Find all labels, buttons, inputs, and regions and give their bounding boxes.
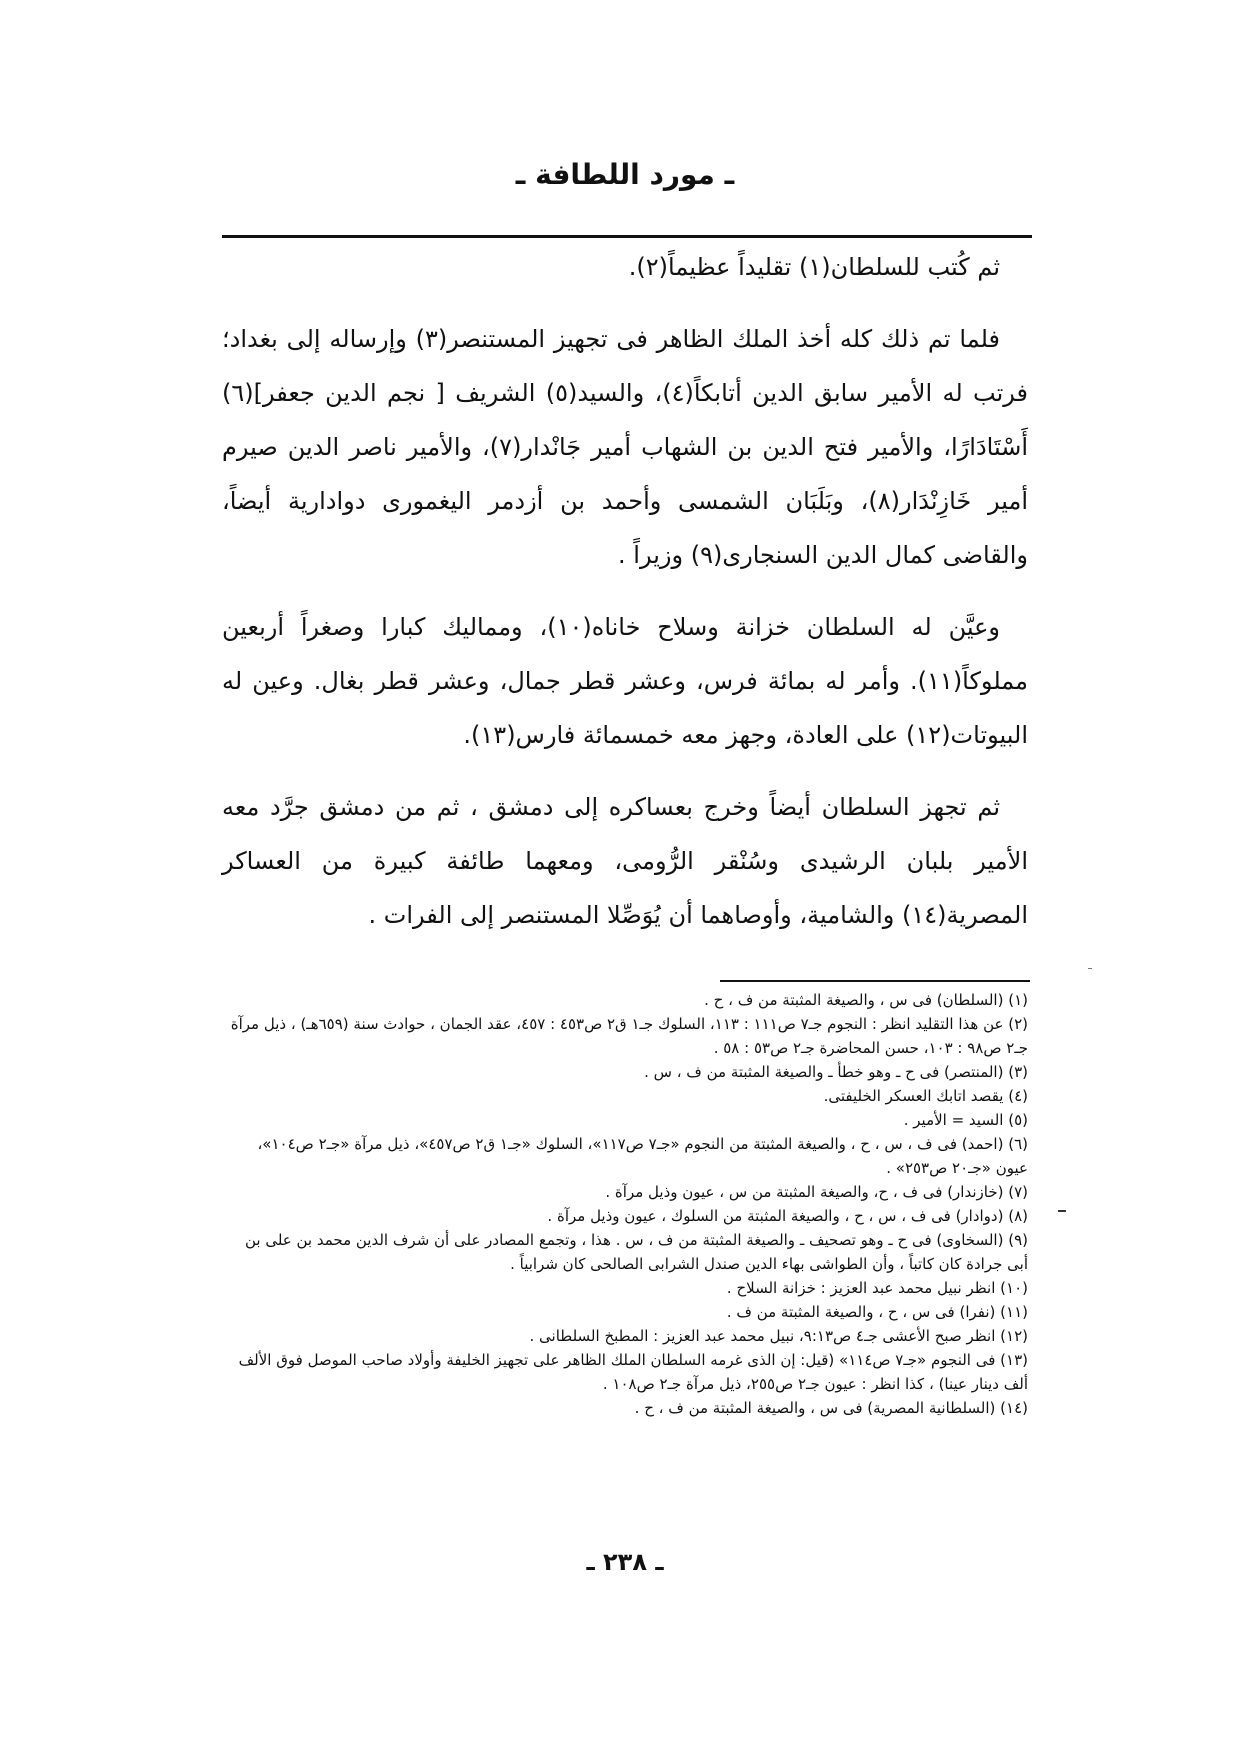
footnote: (١٣) فى النجوم «جـ٧ ص١١٤» (قيل: إن الذى غرمه السلطان الملك الظاهر على تجهيز الخليفة وأولاد صاحب الموصل فوق الألف ألف دينار عينا) ، كذا انظر : عيون جـ٢ ص٢٥٥، ذيل مرآة جـ٢ ص١٠٨ . [238,1351,1028,1393]
footnote: (١) (السلطان) فى س ، والصيغة المثبتة من ف ، ح . [704,991,1028,1009]
footnote: (٦) (احمد) فى ف ، س ، ح ، والصيغة المثبتة من النجوم «جـ٧ ص١١٧»، السلوك «جـ١ ق٢ ص٤٥٧»، ذيل مرآة «جـ٢ ص١٠٤»، عيون «جـ٢٠ ص٢٥٣» . [257,1135,1028,1177]
footnote: (٧) (خازندار) فى ف ، ح، والصيغة المثبتة من س ، عيون وذيل مرآة . [605,1183,1028,1201]
main-text [222,240,1028,942]
footnote: (٣) (المنتصر) فى ح ـ وهو خطأ ـ والصيغة المثبتة من ف ، س . [644,1063,1028,1081]
paragraph: فلما تم ذلك كله أخذ الملك الظاهر فى تجهيز المستنصر(٣) وإرساله إلى بغداد؛ فرتب له الأمير سابق الدين أتابكاً(٤)، والسيد(٥) الشريف [ نجم الدين جعفر](٦) أَسْتَادَارًا، والأمير فتح الدين بن الشهاب أمير جَانْدار(٧)، والأمير ناصر الدين صيرم أمير خَازِنْدَار(٨)، وبَلَبَان الشمسى وأحمد بن أزدمر اليغمورى دوادارية أيضاً، والقاضى كمال الدين السنجارى(٩) وزيراً . [222,325,1028,569]
footnote: (٤) يقصد اتابك العسكر الخليفتى. [823,1087,1028,1105]
margin-mark [1058,1210,1066,1212]
running-header: ـ مورد اللطافة ـ [515,158,735,191]
footnotes [222,988,1028,1420]
footnote: (٨) (دوادار) فى ف ، س ، ح ، والصيغة المثبتة من السلوك ، عيون وذيل مرآة . [547,1207,1028,1225]
footnote: (١٠) انظر نبيل محمد عبد العزيز : خزانة السلاح . [726,1279,1028,1297]
header-rule [222,235,1032,238]
paragraph: ثم تجهز السلطان أيضاً وخرج بعساكره إلى دمشق ، ثم من دمشق جرَّد معه الأمير بلبان الرشيدى وسُنْقر الرُّومى، ومعهما طائفة كبيرة من العساكر المصرية(١٤) والشامية، وأوصاهما أن يُوَصِّلا المستنصر إلى الفرات . [222,793,1028,929]
footnote-rule [720,980,1030,982]
footnote: (١٢) انظر صبح الأعشى جـ٤ ص٩:١٣، نبيل محمد عبد العزيز : المطبخ السلطانى . [529,1327,1028,1345]
margin-mark [1088,968,1092,969]
paragraph: وعيَّن له السلطان خزانة وسلاح خاناه(١٠)، ومماليك كبارا وصغراً أربعين مملوكاً(١١). وأمر له بمائة فرس، وعشر قطر جمال، وعشر قطر بغال. وعين له البيوتات(١٢) على العادة، وجهز معه خمسمائة فارس(١٣). [222,613,1028,749]
footnote: (١١) (نفرا) فى س ، ح ، والصيغة المثبتة من ف . [726,1303,1028,1321]
page-number: ـ ٢٣٨ ـ [586,1548,664,1576]
footnote: (٢) عن هذا التقليد انظر : النجوم جـ٧ ص١١١ : ١١٣، السلوك جـ١ ق٢ ص٤٥٣ : ٤٥٧، عقد الجمان ، حوادث سنة (٦٥٩هـ) ، ذيل مرآة جـ٢ ص٩٨ : ١٠٣، حسن المحاضرة جـ٢ ص٥٣ : ٥٨ . [230,1015,1028,1057]
paragraph: ثم كُتب للسلطان(١) تقليداً عظيماً(٢). [628,253,1000,281]
footnote: (٩) (السخاوى) فى ح ـ وهو تصحيف ـ والصيغة المثبتة من ف ، س . هذا ، وتجمع المصادر على أن شرف الدين محمد بن على بن أبى جرادة كان كاتباً ، وأن الطواشى بهاء الدين صندل الشرابى الصالحى كان شرابياً . [244,1231,1028,1273]
footnote: (١٤) (السلطانية المصرية) فى س ، والصيغة المثبتة من ف ، ح . [634,1399,1028,1417]
footnote: (٥) السيد = الأمير . [903,1111,1028,1129]
